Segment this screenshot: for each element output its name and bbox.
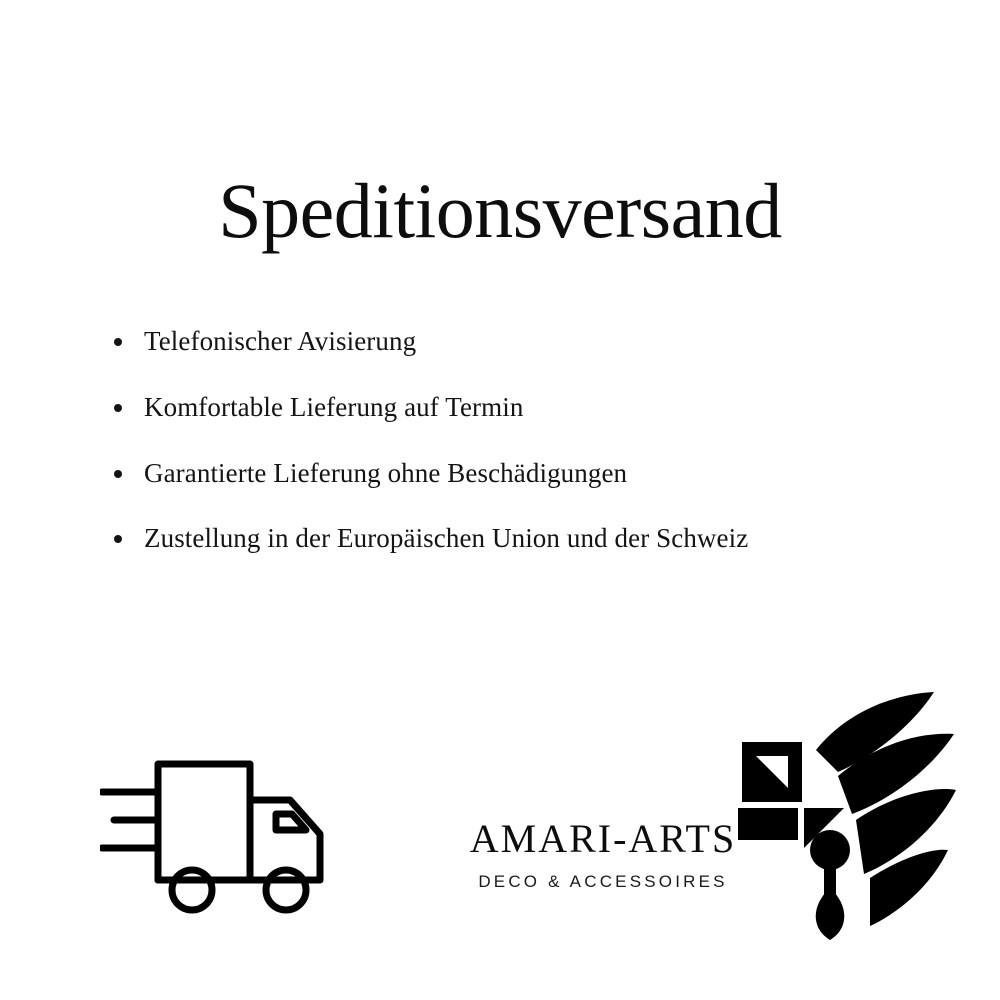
list-item: Telefonischer Avisierung [108,325,928,359]
delivery-truck-icon [100,730,350,920]
brand-name: AMARI-ARTS [469,816,737,861]
list-item: Komfortable Lieferung auf Termin [108,391,928,425]
list-item: Garantierte Lieferung ohne Beschädigungen [108,457,928,491]
brand-tagline: DECO & ACCESSOIRES [478,872,728,891]
page-title: Speditionsversand [218,167,782,255]
list-item: Zustellung in der Europäischen Union und der Schweiz [108,522,928,556]
brand-lockup [440,690,960,950]
feature-list [108,325,928,556]
